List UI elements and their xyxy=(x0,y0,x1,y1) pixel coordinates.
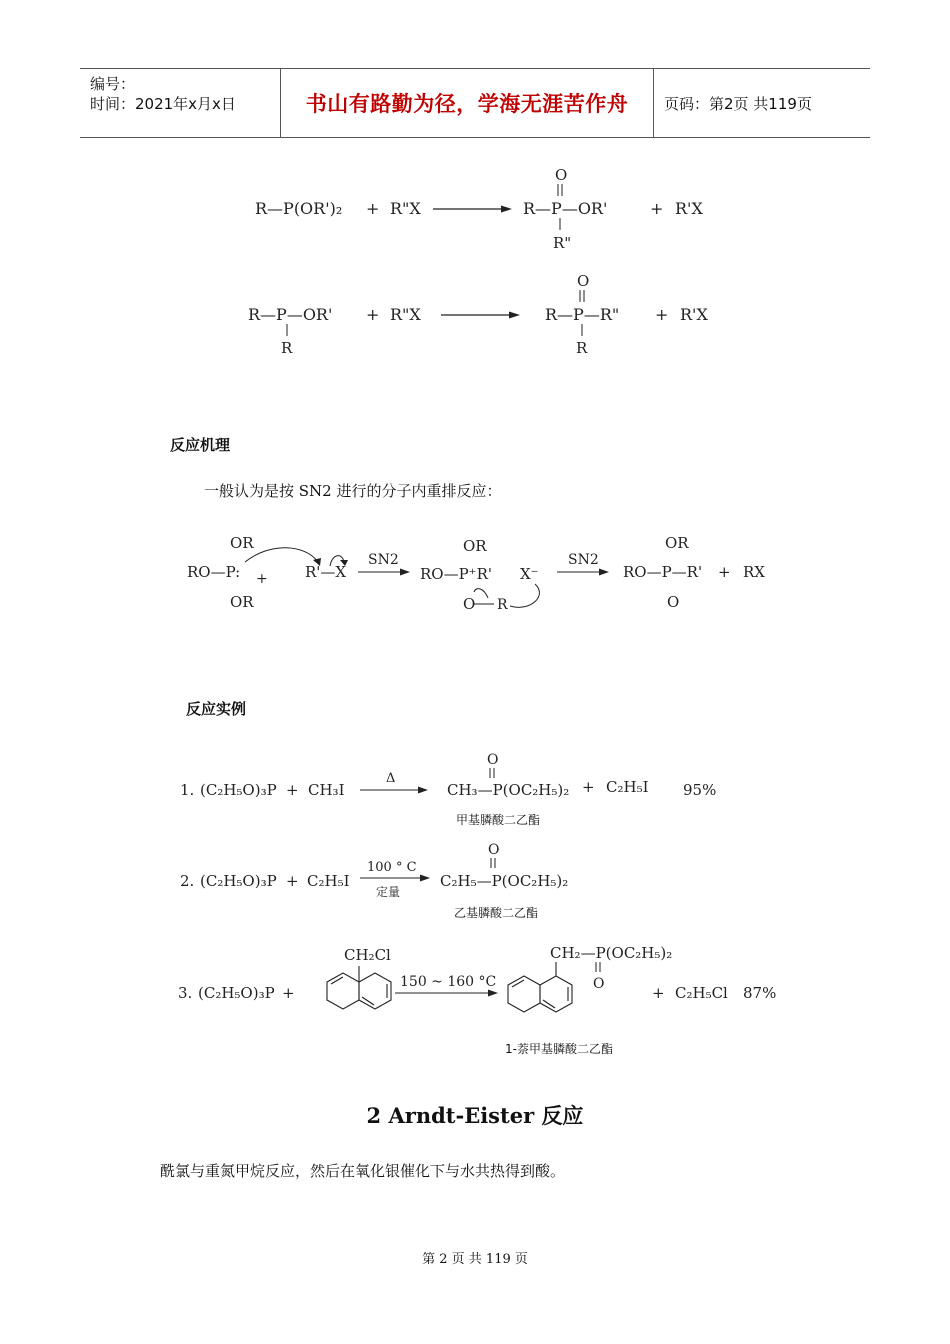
ex1-oxygen: O xyxy=(487,752,499,768)
ex2-reagent: C₂H₅I xyxy=(307,872,350,890)
mech-sn2-label-1: SN2 xyxy=(368,552,399,568)
page-header xyxy=(80,68,870,138)
page-footer: 第 2 页 共 119 页 xyxy=(422,1252,528,1267)
mech-mid-x: X⁻ xyxy=(520,565,539,583)
r2-byproduct: R'X xyxy=(680,305,708,324)
r2-reactant: R—P—OR' xyxy=(248,305,333,324)
r1-arrowhead xyxy=(501,206,512,213)
mech-prod-main: RO—P—R' xyxy=(623,563,703,581)
ex1-arrowhead xyxy=(418,787,428,794)
mech-prod-or: OR xyxy=(665,534,689,552)
mech-plus: + xyxy=(256,571,268,587)
header-left-cell xyxy=(80,69,280,137)
ex3-number: 3. xyxy=(178,984,193,1002)
mechanism-title: 反应机理 xyxy=(170,436,231,454)
ex1-yield: 95% xyxy=(683,781,717,799)
ex1-caption: 甲基膦酸二乙酯 xyxy=(456,813,541,827)
ex2-number: 2. xyxy=(180,872,195,890)
r2-reagent: R"X xyxy=(390,305,421,324)
mech-sn2-label-2: SN2 xyxy=(568,552,599,568)
ex1-reactant: (C₂H₅O)₃P xyxy=(200,781,277,799)
ex3-naphthalene-reactant xyxy=(327,966,391,1009)
ex3-reactant: (C₂H₅O)₃P xyxy=(198,984,275,1002)
r2-plus2: + xyxy=(655,305,669,324)
ex1-plus: + xyxy=(286,781,299,799)
mech-plus-2: + xyxy=(718,563,731,581)
mech-rx: R'—X xyxy=(305,563,347,581)
r1-plus: + xyxy=(366,199,380,218)
arbuzov-general-scheme xyxy=(0,160,950,360)
mech-arrowhead-2 xyxy=(599,569,609,576)
header-motto-cell xyxy=(280,69,654,137)
r2-plus: + xyxy=(366,305,380,324)
ex3-condition: 150 ~ 160 °C xyxy=(400,974,497,990)
ex3-byproduct: C₂H₅Cl xyxy=(675,984,728,1002)
ex2-arrowhead xyxy=(420,875,430,882)
r1-oxygen: O xyxy=(555,166,568,184)
ex2-plus: + xyxy=(286,872,299,890)
ex3-arrowhead xyxy=(488,990,498,997)
mech-curved-arrow-3 xyxy=(510,584,539,607)
mechanism-intro: 一般认为是按 SN2 进行的分子内重排反应： xyxy=(204,482,502,500)
section-heading: 2 Arndt-Eister 反应 xyxy=(366,1103,584,1128)
r2-oxygen: O xyxy=(577,272,590,290)
section-body-text: 酰氯与重氮甲烷反应，然后在氧化银催化下与水共热得到酸。 xyxy=(160,1162,566,1180)
mech-rx-2: RX xyxy=(743,563,765,581)
ex3-plus2: + xyxy=(652,984,665,1002)
mech-mid-main: RO—P⁺R' xyxy=(420,565,493,583)
header-right-cell xyxy=(654,69,870,137)
mech-or-bottom: OR xyxy=(230,593,254,611)
r1-plus2: + xyxy=(650,199,664,218)
doc-number-label: 编号： xyxy=(90,75,136,93)
header-page-info: 页码：第2页 共119页 xyxy=(664,94,812,113)
ex1-byproduct: C₂H₅I xyxy=(606,778,649,796)
ex1-plus2: + xyxy=(582,778,595,796)
ex2-condition-top: 100 ° C xyxy=(367,860,417,875)
header-motto: 书山有路勤为径，学海无涯苦作舟 xyxy=(305,92,629,116)
ex3-product-oxygen: O xyxy=(593,976,605,992)
mech-curved-arrow-4 xyxy=(474,589,488,598)
mech-or-top: OR xyxy=(230,534,254,552)
r2-product-sub: R xyxy=(576,339,588,357)
r2-reactant-sub: R xyxy=(281,339,293,357)
ex3-product-chain: CH₂—P(OC₂H₅)₂ xyxy=(550,944,673,962)
r1-byproduct: R'X xyxy=(675,199,703,218)
ex3-substituent: CH₂Cl xyxy=(344,946,391,964)
r1-product-sub: R" xyxy=(553,234,572,252)
mech-prod-o: O xyxy=(667,593,680,611)
ex1-reagent: CH₃I xyxy=(308,781,345,799)
ex3-caption: 1-萘甲基膦酸二乙酯 xyxy=(505,1042,613,1056)
r1-reagent: R"X xyxy=(390,199,421,218)
ex2-oxygen: O xyxy=(488,842,500,858)
ex2-condition-bottom: 定量 xyxy=(376,885,401,899)
r1-product: R—P—OR' xyxy=(523,199,608,218)
ex1-condition: Δ xyxy=(386,771,396,786)
mech-mid-o: O xyxy=(463,595,476,613)
ex3-yield: 87% xyxy=(743,984,777,1002)
ex2-caption: 乙基膦酸二乙酯 xyxy=(454,906,539,920)
examples-title: 反应实例 xyxy=(186,700,247,718)
mechanism-scheme xyxy=(0,530,950,620)
ex2-reactant: (C₂H₅O)₃P xyxy=(200,872,277,890)
mech-arrowhead-1 xyxy=(400,569,410,576)
ex3-plus: + xyxy=(282,984,295,1002)
r1-reactant: R—P(OR')₂ xyxy=(255,199,343,218)
ex2-product: C₂H₅—P(OC₂H₅)₂ xyxy=(440,872,569,890)
r2-product: R—P—R" xyxy=(545,305,620,324)
ex3-naphthalene-product xyxy=(508,962,572,1012)
r2-arrowhead xyxy=(509,312,520,319)
ex1-product: CH₃—P(OC₂H₅)₂ xyxy=(447,781,570,799)
doc-date-label: 时间：2021年x月x日 xyxy=(90,95,236,113)
mech-curved-arrow-1 xyxy=(245,548,318,562)
ex1-number: 1. xyxy=(180,781,195,799)
mech-mid-r: R xyxy=(497,597,508,613)
mech-mid-or: OR xyxy=(463,537,487,555)
mech-ro-p: RO—P: xyxy=(187,563,241,581)
